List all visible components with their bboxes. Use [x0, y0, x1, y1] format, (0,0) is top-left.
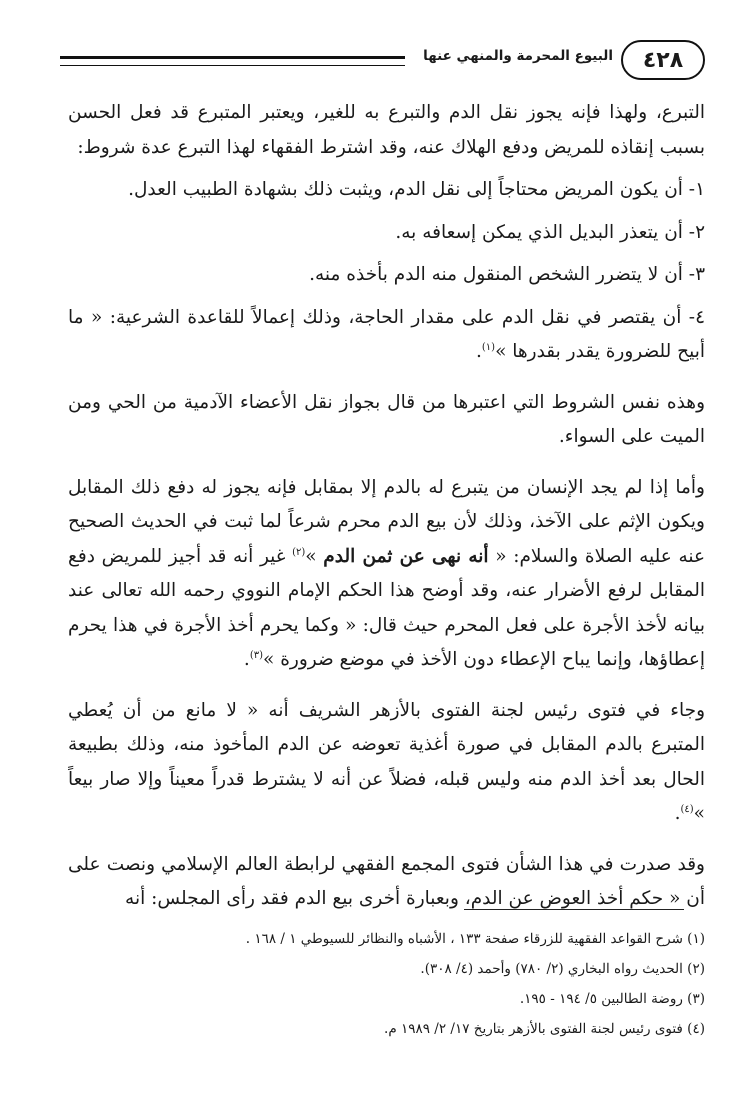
quote-close: »: [305, 545, 317, 567]
footnote: (٢) الحديث رواه البخاري (٢/ ٧٨٠) وأحمد (٤/ ٣٠٨).: [420, 961, 705, 977]
page-number: ٤٢٨: [621, 40, 705, 80]
hadith-quote: أنه نهى عن ثمن الدم: [323, 545, 489, 567]
main-text: [68, 96, 705, 917]
paragraph-text: غير أنه قد أجيز للمريض دفع المقابل لرفع الأضرار عنه، وقد أوضح هذا الحكم الإمام النووي رحمه الله تعالى عند بيانه لأخذ الأجرة على فعل المحرم حيث قال: « وكما يحرم أخذ الأجرة في هذا يحرم إعطاؤها، وإنما يباح الإعطاء دون الأخذ في موضع ضرورة »: [68, 545, 705, 670]
running-title: البيوع المحرمة والمنهي عنها: [423, 48, 613, 64]
paragraph: وهذه نفس الشروط التي اعتبرها من قال بجواز نقل الأعضاء الآدمية من الحي ومن الميت على السواء.: [68, 391, 705, 447]
footnote: (٣) روضة الطالبين ٥/ ١٩٤ - ١٩٥.: [519, 991, 705, 1007]
footnote-ref: (٢): [292, 546, 306, 558]
condition-text: ٤- أن يقتصر في نقل الدم على مقدار الحاجة، وذلك إعمالاً للقاعدة الشرعية: « ما أبيح للضرورة يقدر بقدرها »: [68, 306, 705, 362]
paragraph: وقد صدرت في هذا الشأن فتوى المجمع الفقهي لرابطة العالم الإسلامي ونصت على أن « حكم أخذ العوض عن الدم، وبعبارة أخرى بيع الدم فقد رأى المجلس: أنه: [68, 853, 705, 909]
paragraph: وأما إذا لم يجد الإنسان من يتبرع له بالدم إلا بمقابل فإنه يجوز له دفع ذلك المقابل ويكون الإثم على الآخذ، وذلك لأن بيع الدم محرم شرعاً لما ثبت في الحديث الصحيح عنه عليه الصلاة والسلام: « أنه نهى عن ثمن الدم »$^{(٢)}$ غير أنه قد أجيز للمريض دفع المقابل لرفع الأضرار عنه، وقد أوضح هذا الحكم الإمام النووي رحمه الله تعالى عند بيانه لأخذ الأجرة على فعل المحرم حيث قال: « وكما يحرم أخذ الأجرة في هذا يحرم إعطاؤها، وإنما يباح الإعطاء دون الأخذ في موضع ضرورة »$^{(٣)}$.: [68, 476, 705, 670]
footnote: (١) شرح القواعد الفقهية للزرقاء صفحة ١٣٣ ، الأشباه والنظائر للسيوطي ١ / ١٦٨ .: [245, 931, 705, 947]
footnote-divider: [464, 909, 684, 910]
footnote: (٤) فتوى رئيس لجنة الفتوى بالأزهر بتاريخ ١٧/ ٢/ ١٩٨٩ م.: [384, 1021, 705, 1037]
footnote-ref: (٤): [680, 803, 694, 815]
paragraph: التبرع، ولهذا فإنه يجوز نقل الدم والتبرع به للغير، ويعتبر المتبرع قد فعل الحسن بسبب إنقاذه للمريض ودفع الهلاك عنه، وقد اشترط الفقهاء لهذا التبرع عدة شروط:: [68, 102, 705, 158]
condition-item: ٢- أن يتعذر البديل الذي يمكن إسعافه به.: [395, 221, 705, 243]
page-header: [60, 40, 705, 84]
header-rule: [60, 56, 405, 66]
paragraph: وجاء في فتوى رئيس لجنة الفتوى بالأزهر الشريف أنه « لا مانع من أن يُعطي المتبرع بالدم المقابل في صورة أغذية تعوضه عن الدم المأخوذ منه، وذلك بطبيعة الحال بعد أخذ الدم منه وليس قبله، فضلاً عن أنه لا يشترط قدراً معيناً وإلا صار بيعاً »$^{(٤)}$.: [68, 699, 705, 824]
footnote-ref: (٣): [249, 649, 263, 661]
condition-item: ٤- أن يقتصر في نقل الدم على مقدار الحاجة، وذلك إعمالاً للقاعدة الشرعية: « ما أبيح للضرورة يقدر بقدرها »$^{(١)}$.: [68, 306, 705, 362]
condition-item: ٣- أن لا يتضرر الشخص المنقول منه الدم بأخذه منه.: [309, 264, 705, 285]
paragraph-text: وأما إذا لم يجد الإنسان من يتبرع له بالدم إلا بمقابل فإنه يجوز له دفع ذلك المقابل ويكون الإثم على الآخذ، وذلك لأن بيع الدم محرم شرعاً لما ثبت في الحديث الصحيح عنه عليه الصلاة والسلام: «: [68, 476, 705, 567]
footnotes: [68, 924, 705, 1044]
condition-item: ١- أن يكون المريض محتاجاً إلى نقل الدم، ويثبت ذلك بشهادة الطبيب العدل.: [128, 179, 705, 200]
paragraph-text: وجاء في فتوى رئيس لجنة الفتوى بالأزهر الشريف أنه « لا مانع من أن يُعطي المتبرع بالدم المقابل في صورة أغذية تعوضه عن الدم المأخوذ منه، وذلك بطبيعة الحال بعد أخذ الدم منه وليس قبله، فضلاً عن أنه لا يشترط قدراً معيناً وإلا صار بيعاً »: [68, 699, 705, 824]
footnote-ref: (١): [481, 341, 496, 353]
